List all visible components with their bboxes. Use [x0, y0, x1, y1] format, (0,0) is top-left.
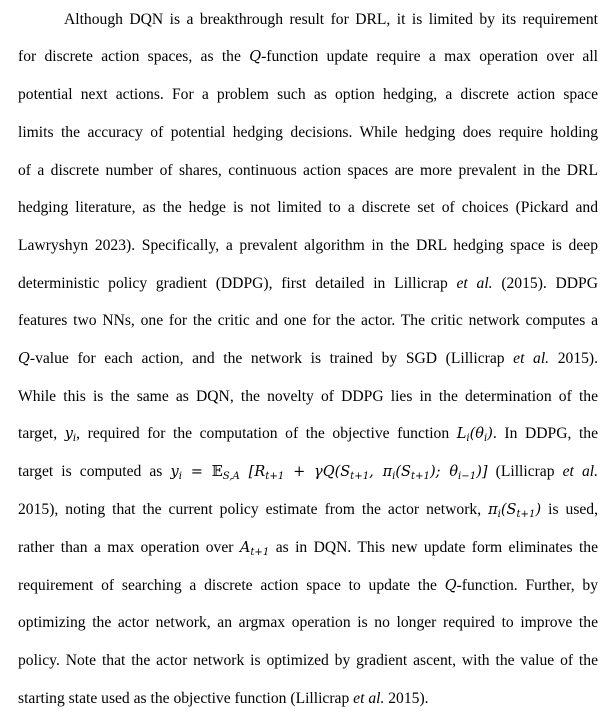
text-line-13: target is computed as $y_i$ = 𝔼$_{S,A}$ [$R_{t+1} + \gamma Q(S_{t+1}$, $\pi_i(S_{t+1})$; $\theta_{i-1}$)] (Lillicrap et al. [18, 463, 599, 483]
text-line-11: While this is the same as DQN, the novelty of DDPG lies in the determination of the [18, 388, 598, 405]
text-line-16: requirement of searching a discrete action space to update the Q-function. Further, by [18, 577, 598, 594]
text-line-1: Although DQN is a breakthrough result for DRL, it is limited by its requirement [64, 11, 598, 28]
math-objective: $L_i(\theta_i)$ [456, 426, 493, 445]
text-line-10: Q-value for each action, and the network is trained by SGD (Lillicrap et al. 2015). [18, 350, 599, 367]
text-line-9: features two NNs, one for the critic and one for the actor. The critic network computes a [18, 312, 598, 329]
text-line-18: policy. Note that the actor network is optimized by gradient ascent, with the value of the [18, 652, 598, 669]
text-line-14: 2015), noting that the current policy estimate from the actor network, $\pi_i(S_{t+1})$ is used, [18, 501, 599, 521]
text-line-5: of a discrete number of shares, continuous action spaces are more prevalent in the DRL [18, 162, 598, 179]
math-action: $A_{t+1}$ [239, 540, 270, 559]
text-line-19: starting state used as the objective function (Lillicrap et al. 2015). [18, 690, 429, 707]
text-line-17: optimizing the actor network, an argmax operation is no longer required to improve the [18, 614, 598, 631]
math-policy: $\pi_i(S_{t+1})$ [488, 502, 542, 521]
text-line-4: limits the accuracy of potential hedging decisions. While hedging does require holding [18, 124, 598, 141]
math-q: Q [249, 49, 262, 65]
text-line-15: rather than a max operation over $A_{t+1}$ as in DQN. This new update form eliminates the [18, 539, 598, 559]
text-line-2: for discrete action spaces, as the Q-function update require a max operation over all [18, 48, 598, 65]
text-line-8: deterministic policy gradient (DDPG), first detailed in Lillicrap et al. (2015). DDPG [18, 275, 598, 292]
math-target-equation: $y_i$ = 𝔼$_{S,A}$ [$R_{t+1} + \gamma Q(S_{t+1}$, $\pi_i(S_{t+1})$; $\theta_{i-1}$)] [170, 464, 488, 483]
text-line-12: target, $y_i$, required for the computation of the objective function $L_i(\theta_i)$. In DDPG, the [18, 425, 598, 445]
text-line-6: hedging literature, as the hedge is not limited to a discrete set of choices (Pickard and [18, 199, 598, 216]
math-target: $y_i$ [64, 426, 77, 445]
text-line-3: potential next actions. For a problem such as option hedging, a discrete action space [18, 86, 598, 103]
text-line-7: Lawryshyn 2023). Specifically, a prevalent algorithm in the DRL hedging space is deep [18, 237, 598, 254]
